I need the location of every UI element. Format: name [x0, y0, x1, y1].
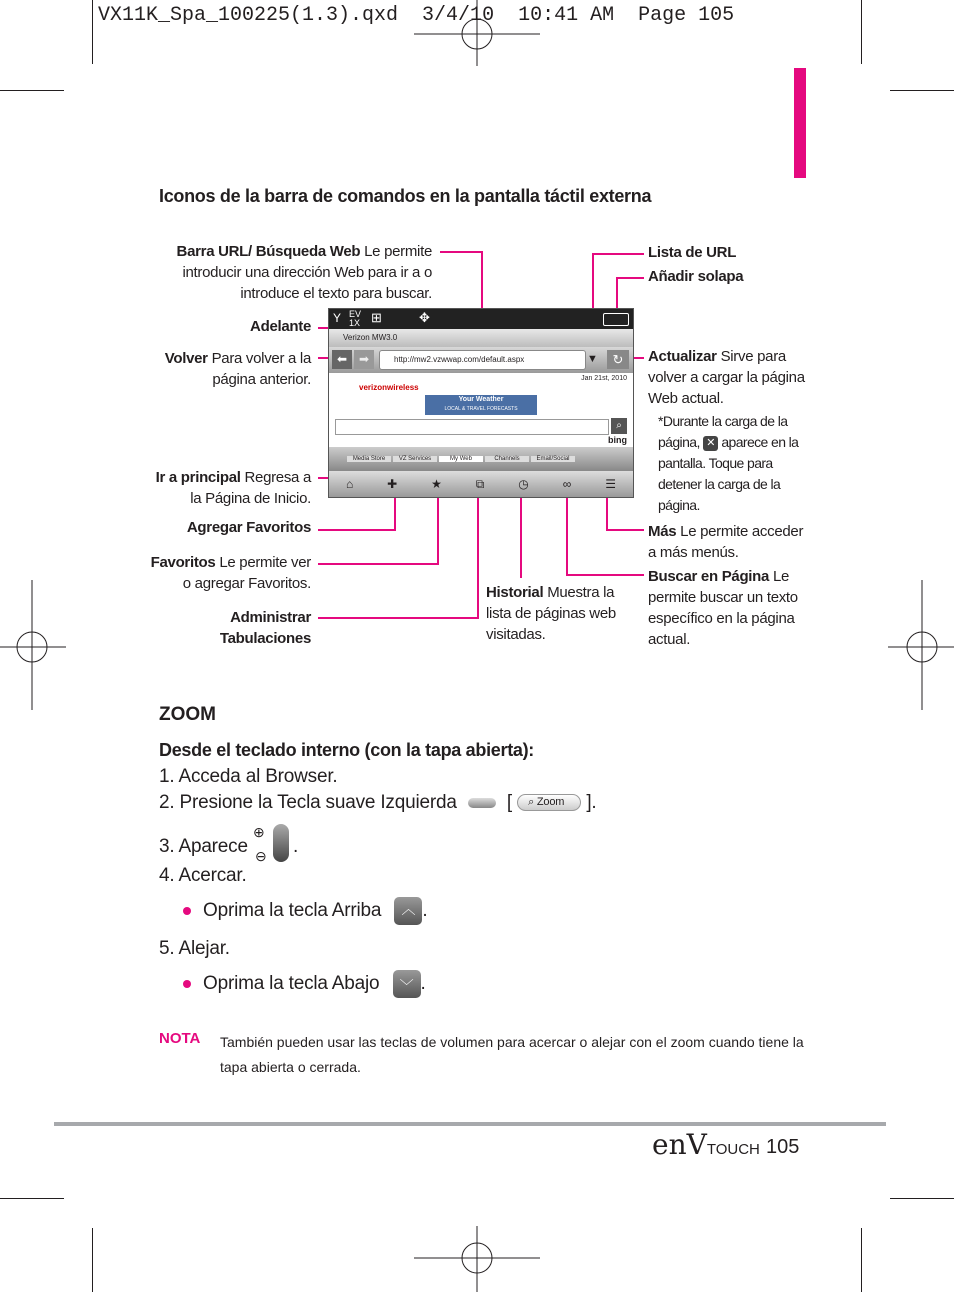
callout-line: [566, 498, 568, 576]
label-buscar-text: Le permite buscar un texto específico en la página actual.: [648, 568, 798, 648]
forward-button[interactable]: ➡: [354, 350, 374, 369]
callout-line: [566, 574, 644, 576]
label-adelante: [150, 316, 311, 337]
url-input[interactable]: [379, 350, 586, 370]
weather-sub: LOCAL & TRAVEL FORECASTS: [444, 406, 518, 412]
label-url-bar-title: Barra URL/ Búsqueda Web: [176, 243, 361, 260]
label-administrar-line1: Administrar: [230, 609, 311, 626]
crop-mark: [0, 90, 64, 91]
label-administrar-line2: Tabulaciones: [219, 630, 311, 647]
tab-vz-services[interactable]: VZ Services: [393, 456, 437, 462]
crop-mark: [92, 1228, 93, 1292]
file-header: VX11K_Spa_100225(1.3).qxd 3/4/10 10:41 AM Page 105: [98, 4, 735, 27]
signal-icon: Y: [333, 311, 342, 325]
tab-email-social[interactable]: Email/Social: [531, 456, 575, 462]
label-actualizar-text: Sirve para volver a cargar la página Web actual.: [648, 348, 805, 407]
zoom-heading: ZOOM: [159, 704, 216, 725]
browser-screenshot: [328, 308, 634, 498]
down-key-icon: ﹀: [393, 970, 421, 998]
zoom-step-2-text: 2. Presione la Tecla suave Izquierda: [159, 792, 457, 813]
tab-my-web[interactable]: My Web: [439, 456, 483, 462]
zoom-in-icon: ⊕: [252, 824, 265, 840]
zoom-softkey-label: ⌕ Zoom: [517, 794, 581, 811]
left-softkey-icon: [468, 798, 496, 808]
footer-rule: [54, 1122, 886, 1126]
url-list-button[interactable]: ▼: [587, 353, 598, 365]
stop-loading-icon: ✕: [703, 436, 718, 451]
label-actualizar: [648, 346, 806, 409]
label-lista-url: [648, 242, 736, 263]
url-text: http://mw2.vzwwap.com/default.aspx: [394, 355, 525, 364]
tab-strip: [329, 447, 633, 471]
label-administrar: [150, 607, 311, 649]
crop-mark: [0, 1198, 64, 1199]
callout-line: [606, 498, 608, 531]
nota-label: NOTA: [159, 1030, 201, 1047]
favorites-icon[interactable]: ★: [431, 477, 442, 491]
zoom-softkey-text: Zoom: [536, 796, 565, 809]
registration-mark: [414, 1226, 540, 1292]
crop-mark: [861, 1228, 862, 1292]
section-title: Iconos de la barra de comandos en la pantalla táctil externa: [159, 186, 652, 206]
label-actualizar-note: [658, 411, 806, 516]
callout-line: [477, 498, 479, 619]
label-favoritos-title: Favoritos: [150, 554, 216, 571]
label-lista-url-title: Lista de URL: [648, 244, 737, 261]
registration-mark: [0, 580, 66, 710]
title-strip: [329, 329, 633, 347]
label-historial-title: Historial: [486, 584, 544, 601]
label-volver: [150, 348, 311, 390]
label-mas-title: Más: [648, 523, 677, 540]
verizon-logo: verizonwireless: [359, 383, 419, 392]
nota-text: También pueden usar las teclas de volumen para acercar o alejar con el zoom cuando tiene la tapa abierta o cerrada.: [220, 1034, 804, 1075]
callout-line: [592, 253, 644, 255]
zoom-step-4: 4. Acercar.: [159, 865, 247, 886]
registration-mark: [414, 0, 540, 66]
zoom-bracket-close: ].: [586, 792, 597, 813]
crop-mark: [890, 1198, 954, 1199]
zoom-slider-icon: [252, 824, 293, 866]
more-icon[interactable]: ☰: [605, 477, 616, 491]
section-tab-marker: [794, 68, 806, 178]
label-historial: [486, 582, 626, 645]
callout-line: [616, 277, 644, 279]
page-number: 105: [766, 1136, 800, 1158]
find-on-page-icon[interactable]: ∞: [562, 477, 572, 491]
zoom-step-5-bullet: [183, 970, 426, 998]
zoom-step-4-period: .: [422, 900, 428, 922]
registration-mark: [888, 580, 954, 710]
label-adelante-title: Adelante: [250, 318, 311, 335]
search-field[interactable]: [335, 419, 609, 435]
label-volver-text: Para volver a la página anterior.: [207, 350, 311, 388]
callout-line: [440, 251, 482, 253]
back-button[interactable]: ⬅: [332, 350, 352, 369]
crop-mark: [890, 90, 954, 91]
zoom-step-3-period: .: [292, 836, 299, 858]
refresh-button[interactable]: ↻: [607, 350, 629, 369]
label-agregar-favoritos-title: Agregar Favoritos: [186, 519, 311, 536]
zoom-step-2: [159, 792, 597, 814]
tab-channels[interactable]: Channels: [485, 456, 529, 462]
zoom-step-3-text: 3. Aparece: [159, 836, 248, 858]
gps-icon: ✥: [419, 310, 430, 325]
page-content: [329, 373, 633, 447]
weather-banner[interactable]: [425, 395, 537, 415]
label-mas-text: Le permite acceder a más menús.: [648, 523, 804, 561]
zoom-step-5: 5. Alejar.: [159, 938, 230, 959]
callout-line: [318, 529, 396, 531]
label-ir-principal: [150, 467, 311, 509]
zoom-step-4-bullet-text: Oprima la tecla Arriba: [203, 900, 382, 922]
history-icon[interactable]: ◷: [518, 477, 529, 491]
url-toolbar: [329, 347, 633, 373]
bing-logo: bing: [608, 435, 627, 445]
label-favoritos-text: Le permite ver o agregar Favoritos.: [182, 554, 311, 592]
home-icon[interactable]: ⌂: [345, 477, 354, 491]
brand-logo: [652, 1128, 760, 1161]
zoom-bracket-open: [: [506, 792, 512, 813]
command-bar: [329, 471, 633, 497]
zoom-subheading: Desde el teclado interno (con la tapa abierta):: [159, 740, 534, 760]
label-agregar-favoritos: [150, 517, 311, 538]
zoom-step-5-bullet-text: Oprima la tecla Abajo: [203, 973, 380, 995]
label-anadir-solapa: [648, 266, 743, 287]
label-anadir-solapa-title: Añadir solapa: [648, 268, 744, 285]
add-favorites-icon[interactable]: ✚: [387, 477, 398, 491]
label-actualizar-note-2: aparece en la pantalla. Toque para detener la carga de la página.: [658, 434, 799, 513]
up-key-icon: ︿: [394, 897, 422, 925]
label-buscar-title: Buscar en Página: [648, 568, 770, 585]
battery-icon: [603, 313, 629, 326]
label-buscar: [648, 566, 800, 650]
label-historial-text: Muestra la lista de páginas web visitadas.: [486, 584, 616, 643]
callout-line: [318, 563, 439, 565]
manage-tabs-icon[interactable]: ⧉: [475, 476, 485, 491]
label-ir-principal-title: Ir a principal: [155, 469, 241, 486]
grid-icon: ⊞: [371, 310, 382, 325]
data-icon: EV 1X: [349, 309, 362, 328]
label-url-bar-text: Le permite introducir una dirección Web para ir a o introduce el texto para buscar.: [182, 243, 432, 302]
callout-line: [520, 498, 522, 578]
phone-date: Jan 21st, 2010: [581, 375, 627, 382]
zoom-step-1: 1. Acceda al Browser.: [159, 766, 338, 787]
bullet-icon: [183, 980, 191, 988]
brand-name: enV: [652, 1128, 707, 1161]
label-favoritos: [150, 552, 311, 594]
label-ir-principal-text: Regresa a la Página de Inicio.: [190, 469, 311, 507]
zoom-out-icon: ⊖: [254, 848, 267, 864]
zoom-step-4-bullet: [183, 897, 427, 925]
label-actualizar-note-1: *Durante la carga de la página,: [658, 413, 788, 450]
crop-mark: [92, 0, 93, 64]
crop-mark: [861, 0, 862, 64]
phone-status-text: Verizon MW3.0: [343, 333, 398, 342]
label-url-bar: [150, 241, 432, 304]
callout-line: [318, 617, 479, 619]
callout-line: [394, 498, 396, 531]
callout-line: [437, 498, 439, 565]
bullet-icon: [183, 907, 191, 915]
label-volver-title: Volver: [164, 350, 208, 367]
label-actualizar-title: Actualizar: [648, 348, 717, 365]
search-icon[interactable]: ⌕: [611, 418, 627, 434]
zoom-step-3: [159, 824, 299, 866]
phone-status-bar: [329, 309, 633, 329]
callout-line: [606, 529, 644, 531]
tab-media-store[interactable]: Media Store: [347, 456, 391, 462]
label-mas: [648, 521, 810, 563]
brand-sub: TOUCH: [706, 1141, 760, 1158]
zoom-slider-track: [273, 824, 289, 862]
zoom-step-5-period: .: [420, 973, 426, 995]
weather-title: Your Weather: [458, 396, 504, 403]
